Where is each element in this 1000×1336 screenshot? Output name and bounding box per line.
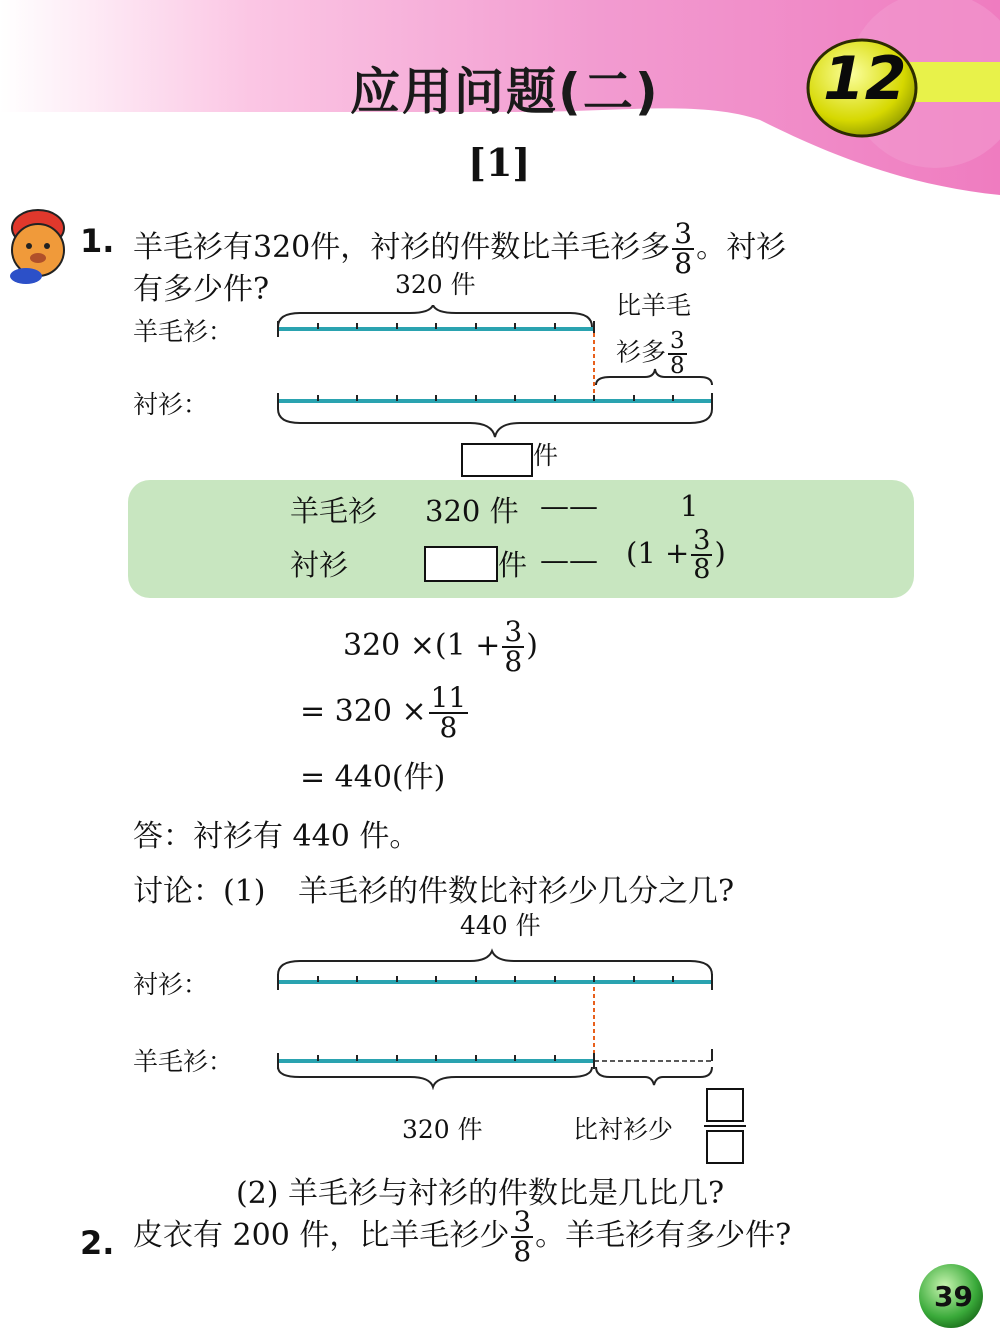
- discussion-prefix: 讨论：(1): [133, 874, 266, 909]
- relation-row2-value: 件: [424, 543, 527, 584]
- calc-line-2: = 320 × $\frac{11}{8}$: [300, 681, 467, 744]
- discussion-question-2: (2) 羊毛衫与衬衫的件数比是几比几?: [236, 1176, 725, 1211]
- discussion-question-1: 羊毛衫的件数比衬衫少几分之几?: [298, 874, 735, 909]
- relation-blank-box[interactable]: [424, 546, 498, 582]
- blank-fraction: [704, 1088, 746, 1164]
- diagram1-side-label-1: 比羊毛: [616, 291, 692, 320]
- page-number: 39: [934, 1280, 973, 1313]
- fraction-three-eighths: $\frac{3}{8}$: [674, 217, 693, 280]
- relation-row1-value: 320 件: [425, 494, 519, 528]
- brace-bottom-2: [278, 1067, 592, 1087]
- calc-line-1: 320 ×(1 + $\frac{3}{8}$ ): [343, 615, 538, 678]
- question-1-line2: 有多少件?: [133, 272, 270, 307]
- question-2-text: 皮衣有 200 件，比羊毛衫少 $\frac{3}{8}$ 。羊毛衫有多少件?: [133, 1205, 792, 1268]
- diagram2-row1-label: 衬衫：: [133, 970, 209, 999]
- segment-diagram-1: [270, 305, 720, 440]
- relation-row2-rhs: (1 + $\frac{3}{8}$ ): [626, 525, 726, 585]
- answer-unit: 件: [533, 441, 559, 470]
- question-2-number: 2.: [80, 1224, 115, 1262]
- section-label: [1]: [468, 140, 531, 185]
- answer-text: 答：衬衫有 440 件。: [133, 819, 420, 854]
- brace-bottom: [278, 409, 712, 437]
- brace-extra: [596, 369, 712, 385]
- question-1-text-b: 。衬衫: [696, 230, 787, 265]
- brace-top-2: [278, 951, 712, 975]
- page-title: 应用问题(二): [350, 63, 660, 121]
- relation-row2-dash: ——: [540, 543, 598, 577]
- diagram2-row2-label: 羊毛衫：: [133, 1047, 234, 1076]
- mascot-icon: [2, 198, 76, 288]
- question-1-number: 1.: [80, 222, 115, 260]
- answer-blank-box[interactable]: [461, 443, 533, 477]
- diagram2-bottom-label: 320 件: [402, 1115, 483, 1144]
- diagram1-row1-label: 羊毛衫：: [133, 317, 234, 346]
- diagram1-side-label-2: 衫多 $\frac{3}{8}$: [616, 328, 685, 379]
- segment-diagram-2: [270, 945, 720, 1090]
- relation-row1-label: 羊毛衫: [290, 494, 378, 528]
- diagram2-bottom-right-label: 比衬衫少: [573, 1115, 674, 1144]
- relation-row1-rhs: 1: [680, 489, 699, 523]
- blank-numerator[interactable]: [706, 1088, 744, 1122]
- diagram2-top-label: 440 件: [460, 911, 541, 940]
- side-fraction: $\frac{3}{8}$: [670, 328, 685, 379]
- fraction-bar: [704, 1125, 746, 1127]
- diagram1-row2-label: 衬衫：: [133, 390, 209, 419]
- question-1-text-a: 羊毛衫有320件，衬衫的件数比羊毛衫多: [133, 230, 671, 265]
- relation-row2-label: 衬衫: [290, 548, 349, 582]
- blank-denominator[interactable]: [706, 1130, 744, 1164]
- diagram1-answer-area: [461, 436, 558, 477]
- brace-missing-part: [596, 1067, 712, 1085]
- relation-row1-dash: ——: [540, 489, 598, 523]
- lesson-number-badge: 12: [823, 44, 907, 114]
- calc-line-3: = 440(件): [300, 760, 446, 795]
- diagram1-top-label: 320 件: [395, 270, 476, 299]
